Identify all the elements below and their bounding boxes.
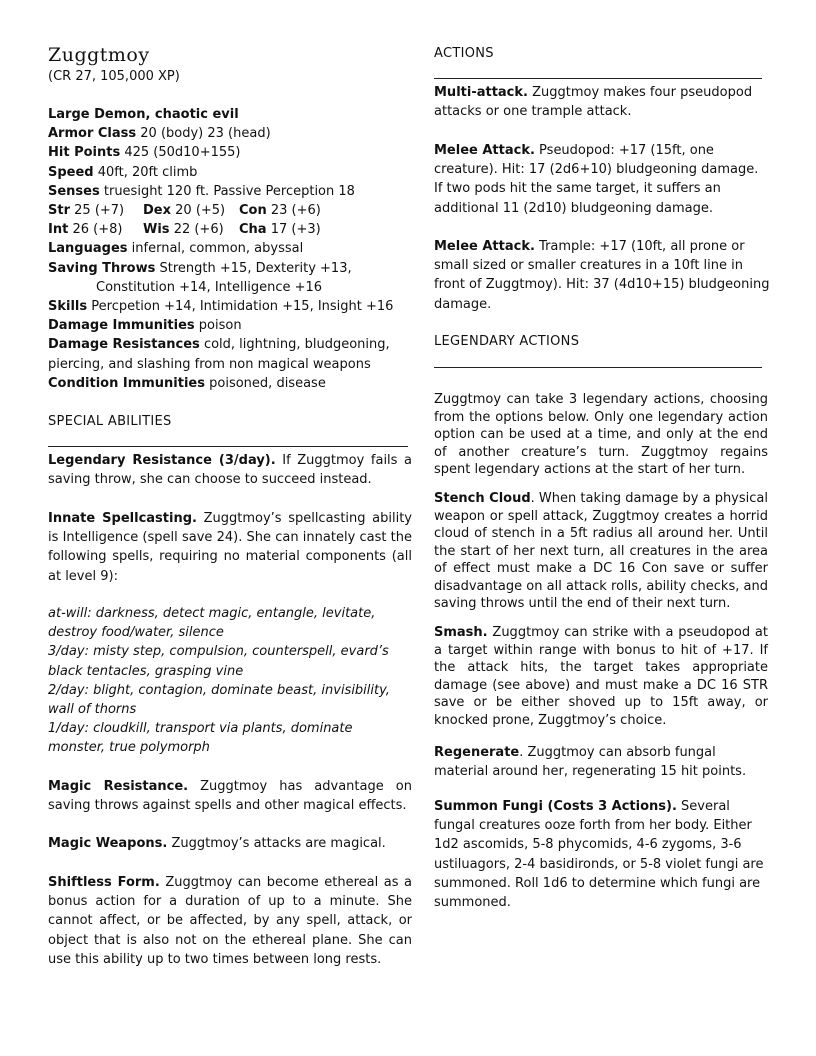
saving-throws: Saving Throws Strength +15, Dexterity +13, — [48, 260, 352, 276]
challenge-rating: (CR 27, 105,000 XP) — [48, 69, 180, 84]
spell-list-item: at-will: darkness, detect magic, entangle, levitate, destroy food/water, silence — [48, 606, 376, 641]
ability-row-2 — [48, 220, 412, 239]
actions-rule — [434, 78, 762, 79]
damage-resistances: Damage Resistances cold, lightning, bludgeoning, — [48, 337, 390, 353]
type-line: Large Demon, chaotic evil — [48, 107, 239, 122]
legendary-actions-rule — [434, 367, 762, 368]
damage-immunities: Damage Immunities poison — [48, 318, 242, 334]
condition-immunities: Condition Immunities poisoned, disease — [48, 375, 326, 391]
special-abilities-rule — [48, 446, 408, 447]
ability-cha: Cha 17 (+3) — [239, 222, 321, 238]
ability-con: Con 23 (+6) — [239, 203, 321, 219]
multi-attack: Multi-attack. Zuggtmoy makes four pseudopod attacks or one trample attack. — [434, 85, 753, 120]
saving-throws-cont: Constitution +14, Intelligence +16 — [96, 279, 323, 295]
speed: Speed 40ft, 20ft climb — [48, 164, 198, 180]
innate-spellcasting: Innate Spellcasting. Zuggtmoy’s spellcasting ability is Intelligence (spell save 24). She can innately cast the following spells, requiring no material components (all at level 9): — [48, 511, 412, 584]
summon-fungi: Summon Fungi (Costs 3 Actions). Several fungal creatures ooze forth from her body. Either 1d2 ascomids, 5-8 phycomids, 4-6 zygoms, 3-6 ustiluagors, 2-4 basidironds, or 5-8 violet fungi are summoned. Roll 1d6 to determine which fungi are summoned. — [434, 799, 764, 911]
actions-heading: ACTIONS — [434, 46, 494, 61]
regenerate: Regenerate. Zuggtmoy can absorb fungal material around her, regenerating 15 hit points. — [434, 745, 747, 780]
ability-int: Int 26 (+8) — [48, 222, 123, 238]
senses: Senses truesight 120 ft. Passive Perception 18 — [48, 183, 355, 199]
armor-class: Armor Class 20 (body) 23 (head) — [48, 126, 271, 142]
damage-resistances-cont: piercing, and slashing from non magical weapons — [48, 356, 371, 372]
spell-list-item: 3/day: misty step, compulsion, counterspell, evard’s black tentacles, grasping vine — [48, 644, 389, 679]
shiftless-form: Shiftless Form. Zuggtmoy can become ethereal as a bonus action for a duration of up to a minute. She cannot affect, or be affected, by any spell, attack, or object that is also not on the ethereal plane. She can use this ability up to two times between long rests. — [48, 875, 413, 967]
skills: Skills Percpetion +14, Intimidation +15, Insight +16 — [48, 299, 394, 315]
melee-attack-pseudopod: Melee Attack. Pseudopod: +17 (15ft, one creature). Hit: 17 (2d6+10) bludgeoning damage. If two pods hit the same target, it suffers an additional 11 (2d10) bludgeoning damage. — [434, 143, 759, 216]
melee-attack-trample: Melee Attack. Trample: +17 (10ft, all prone or small sized or smaller creatures in a 10ft line in front of Zuggtmoy). Hit: 37 (4d10+15) bludgeoning damage. — [434, 239, 770, 312]
ability-str: Str 25 (+7) — [48, 203, 125, 219]
languages: Languages infernal, common, abyssal — [48, 241, 304, 257]
spell-list — [48, 604, 412, 758]
special-abilities-heading: SPECIAL ABILITIES — [48, 414, 172, 429]
stench-cloud: Stench Cloud. When taking damage by a physical weapon or spell attack, Zuggtmoy creates a horrid cloud of stench in a 5ft radius all around her. Until the start of her next turn, all creatures in the area of effect must make a DC 16 Con save or suffer disadvantage on all attack rolls, ability checks, and saving throws until the end of their next turn. — [434, 491, 768, 611]
spell-list-item: 1/day: cloudkill, transport via plants, dominate monster, true polymorph — [48, 721, 353, 756]
ability-row-1 — [48, 201, 412, 220]
magic-resistance: Magic Resistance. Zuggtmoy has advantage on saving throws against spells and other magical effects. — [48, 779, 412, 814]
smash: Smash. Zuggtmoy can strike with a pseudopod at a target within range with bonus to hit of +17. If the attack hits, the target takes appropriate damage (see above) and must make a DC 16 STR save or be either shoved up to 15ft away, or knocked prone, Zuggtmoy’s choice. — [434, 625, 768, 728]
page-title: Zuggtmoy — [48, 44, 150, 66]
legendary-resistance: Legendary Resistance (3/day). If Zuggtmoy fails a saving throw, she can choose to succeed instead. — [48, 453, 412, 488]
spell-list-item: 2/day: blight, contagion, dominate beast, invisibility, wall of thorns — [48, 682, 390, 718]
hit-points: Hit Points 425 (50d10+155) — [48, 145, 241, 161]
stat-block — [48, 105, 412, 393]
magic-weapons: Magic Weapons. Zuggtmoy’s attacks are magical. — [48, 836, 386, 851]
ability-wis: Wis 22 (+6) — [143, 222, 224, 238]
legendary-intro: Zuggtmoy can take 3 legendary actions, choosing from the options below. Only one legendary action option can be used at a time, and only at the end of another creature’s turn. Zuggtmoy regains spent legendary actions at the start of her turn. — [434, 392, 768, 477]
legendary-actions-heading: LEGENDARY ACTIONS — [434, 334, 580, 349]
ability-dex: Dex 20 (+5) — [143, 203, 226, 219]
